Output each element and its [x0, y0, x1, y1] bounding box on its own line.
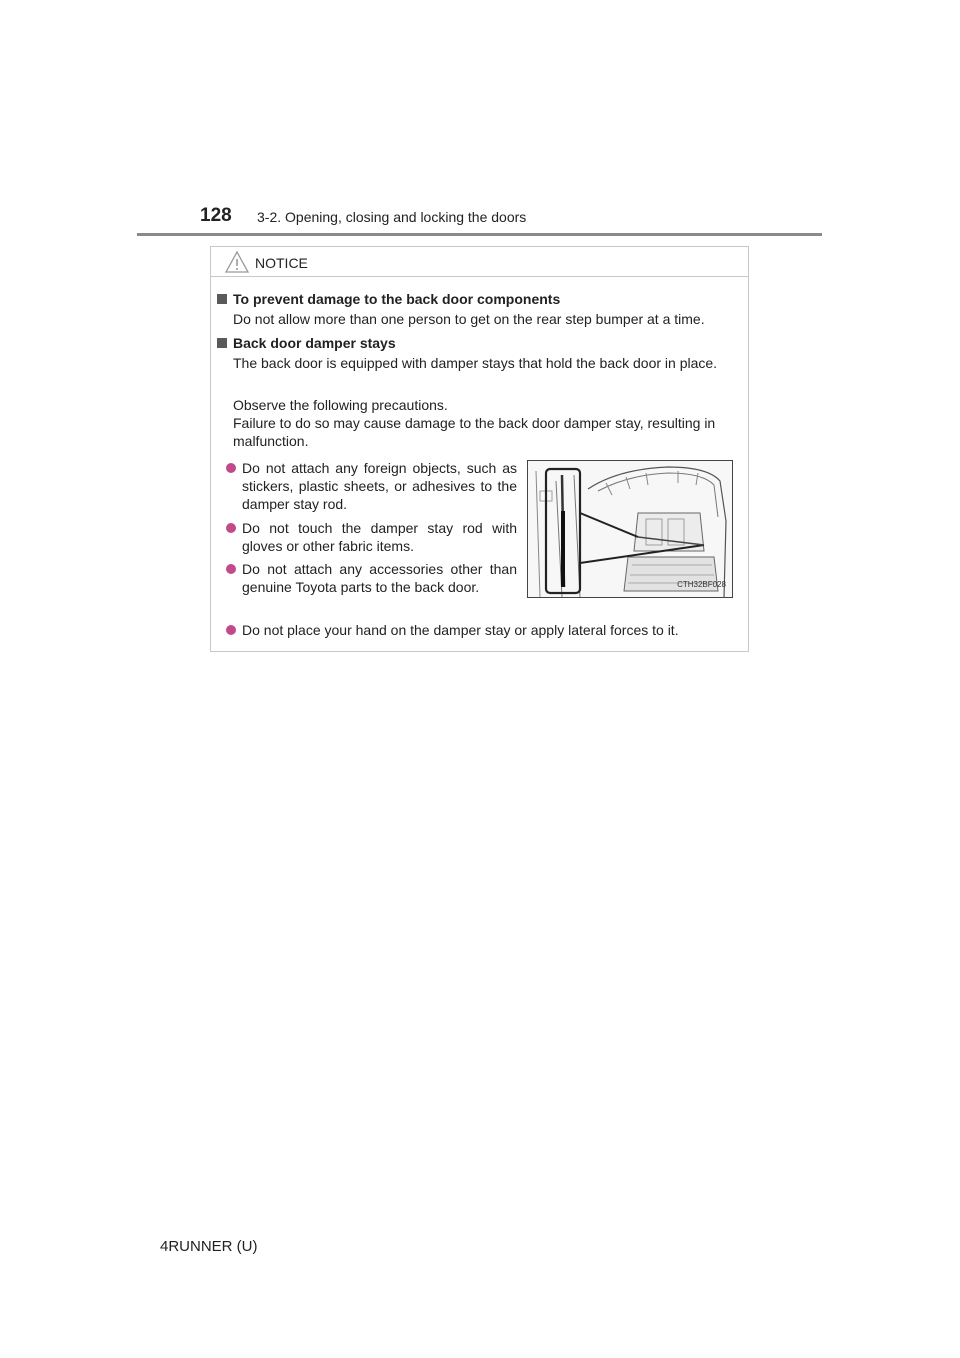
figure-code: CTH32BF028: [677, 580, 726, 589]
list-item: Do not attach any foreign objects, such as stickers, plastic sheets, or adhesives to the damper stay rod.: [242, 459, 517, 513]
list-item: Do not touch the damper stay rod with gloves or other fabric items.: [242, 519, 517, 555]
notice-header: [211, 247, 748, 277]
section-heading: To prevent damage to the back door components: [217, 290, 560, 308]
section-heading: Back door damper stays: [217, 334, 396, 352]
list-item: Do not place your hand on the damper stay or apply lateral forces to it.: [242, 621, 742, 639]
bullet-dot-icon: [226, 625, 236, 635]
paragraph: Failure to do so may cause damage to the back door damper stay, resulting in malfunction.: [233, 415, 716, 449]
square-bullet-icon: [217, 338, 227, 348]
paragraph: Do not allow more than one person to get on the rear step bumper at a time.: [233, 311, 705, 327]
list-item: Do not attach any accessories other than genuine Toyota parts to the back door.: [242, 560, 517, 596]
notice-label: NOTICE: [255, 255, 308, 271]
paragraph: Observe the following precautions.: [233, 397, 448, 413]
section-title: 3-2. Opening, closing and locking the doors: [257, 209, 527, 225]
header-rule: [137, 233, 822, 236]
damper-stay-illustration: [527, 460, 733, 598]
bullet-dot-icon: [226, 564, 236, 574]
square-bullet-icon: [217, 294, 227, 304]
bullet-dot-icon: [226, 463, 236, 473]
notice-box: [210, 246, 749, 652]
footer-model: 4RUNNER (U): [160, 1238, 258, 1255]
warning-icon: [225, 251, 249, 273]
page-number: 128: [200, 205, 232, 226]
paragraph: The back door is equipped with damper stays that hold the back door in place.: [233, 355, 718, 371]
bullet-dot-icon: [226, 523, 236, 533]
